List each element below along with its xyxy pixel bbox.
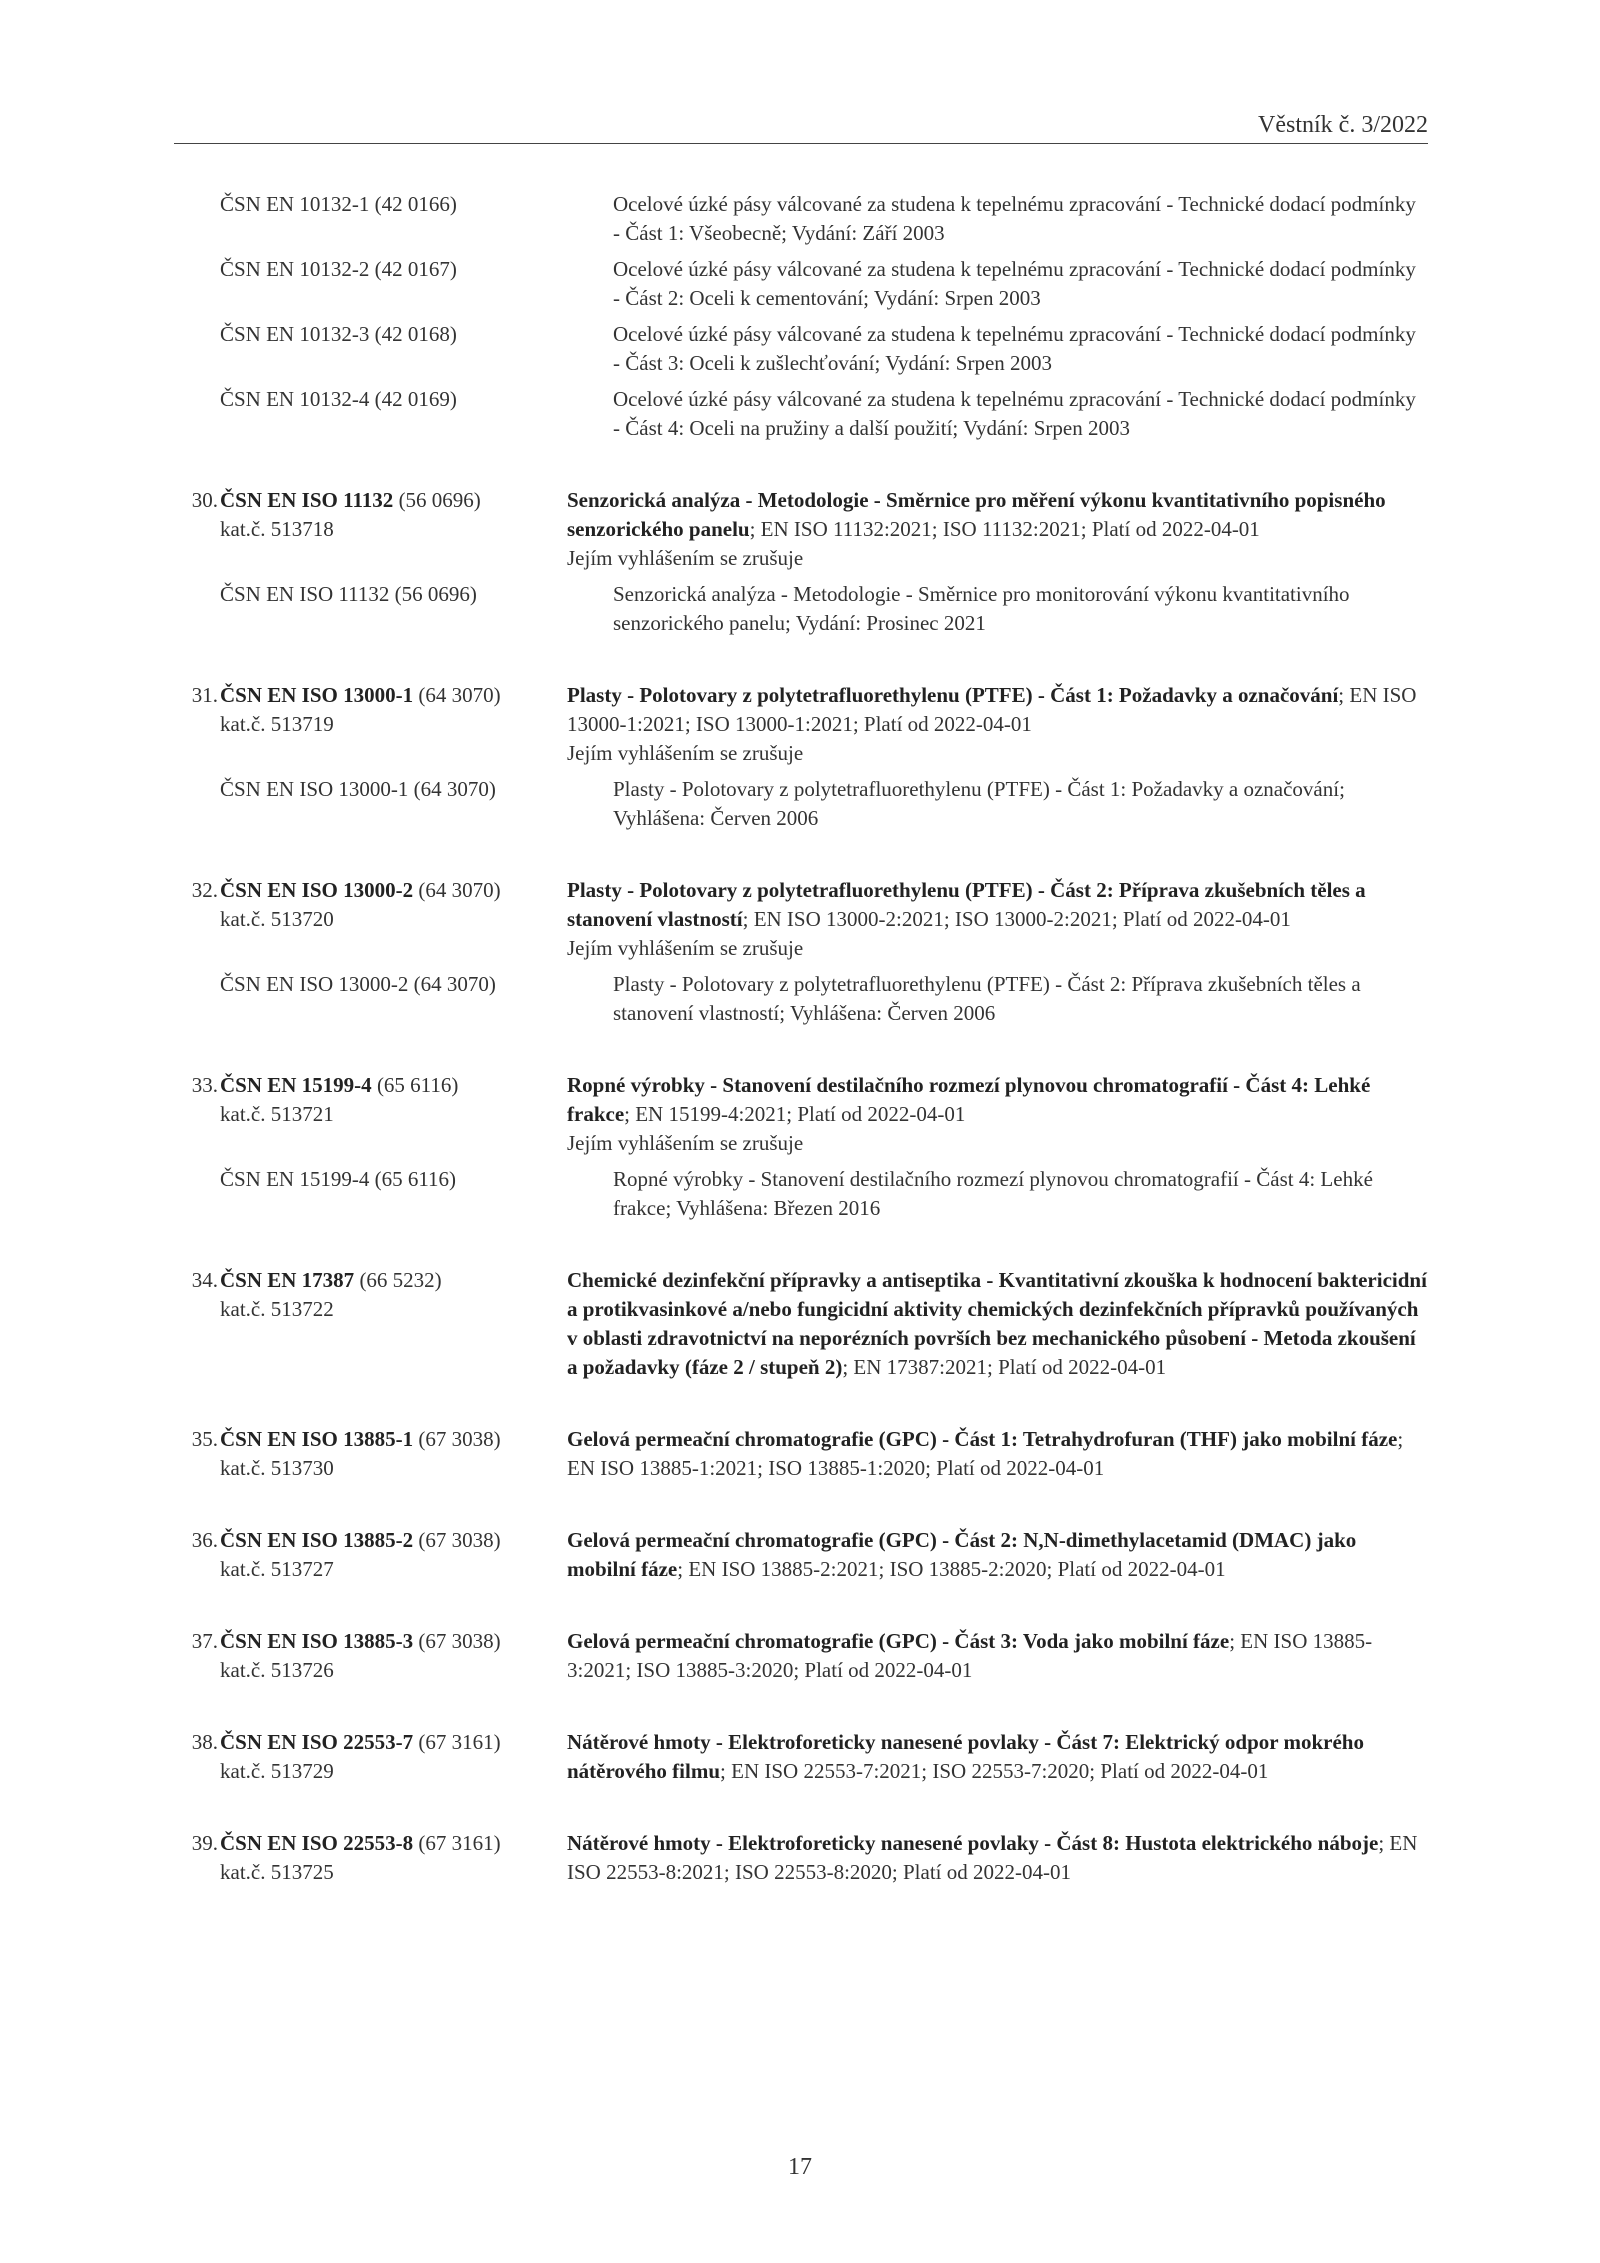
- standard-id: [174, 1728, 567, 1786]
- standard-class-code: (67 3038): [413, 1427, 501, 1451]
- standard-description: [567, 1829, 1428, 1887]
- standards-list: [174, 190, 1428, 1930]
- catalog-number: kat.č. 513725: [220, 1860, 334, 1884]
- standard-details: ; EN ISO 22553-7:2021; ISO 22553-7:2020; Platí od 2022-04-01: [720, 1759, 1269, 1783]
- cancellation-note: Jejím vyhlášením se zrušuje: [567, 741, 804, 765]
- catalog-number: kat.č. 513718: [220, 517, 334, 541]
- entry-number: 39.: [191, 1831, 218, 1855]
- standard-main-row: [174, 1829, 1428, 1887]
- header-divider: [174, 143, 1428, 144]
- standard-class-code: (65 6116): [371, 1073, 459, 1097]
- standard-main-row: [174, 1526, 1428, 1584]
- standard-title: Gelová permeační chromatografie (GPC) - Část 1: Tetrahydrofuran (THF) jako mobilní fáze: [567, 1427, 1398, 1451]
- standard-class-code: (67 3038): [413, 1629, 501, 1653]
- cancellation-note: Jejím vyhlášením se zrušuje: [567, 546, 804, 570]
- standard-id: [174, 1266, 567, 1382]
- standard-code: ČSN EN ISO 13000-1: [220, 683, 414, 707]
- standard-code: ČSN EN ISO 13885-2: [220, 1528, 414, 1552]
- standard-title: Ropné výrobky - Stanovení destilačního rozmezí plynovou chromatografií - Část 4: Lehké frakce: [567, 1073, 1371, 1126]
- standard-title: Nátěrové hmoty - Elektroforeticky nanesené povlaky - Část 7: Elektrický odpor mokrého nátěrového filmu: [567, 1730, 1364, 1783]
- entry-number: 36.: [191, 1528, 218, 1552]
- standard-main-row: [174, 681, 1428, 768]
- entry-number: 30.: [191, 488, 218, 512]
- replaced-standard-text: Ocelové úzké pásy válcované za studena k tepelnému zpracování - Technické dodací podmínky - Část 2: Oceli k cementování; Vydání: Srpen 2003: [613, 257, 1416, 310]
- standard-main-row: [174, 876, 1428, 963]
- standard-id: [174, 1627, 567, 1685]
- standard-entry: [174, 486, 1428, 638]
- standard-details: ; EN 15199-4:2021; Platí od 2022-04-01: [624, 1102, 966, 1126]
- replaced-standard-code: ČSN EN 10132-2 (42 0167): [220, 257, 457, 281]
- entry-number: 33.: [191, 1073, 218, 1097]
- standard-title: Gelová permeační chromatografie (GPC) - Část 3: Voda jako mobilní fáze: [567, 1629, 1230, 1653]
- replaced-standard-row: [174, 970, 1428, 1028]
- replaced-standard-row: [174, 1165, 1428, 1223]
- entry-number: 35.: [191, 1427, 218, 1451]
- bulletin-title: Věstník č. 3/2022: [1258, 112, 1428, 138]
- standard-entry: [174, 1728, 1428, 1786]
- standard-id: [174, 876, 567, 963]
- standard-id: [174, 681, 567, 768]
- standard-main-row: [174, 1266, 1428, 1382]
- replaced-standard-text: Ropné výrobky - Stanovení destilačního rozmezí plynovou chromatografií - Část 4: Lehké frakce; Vyhlášena: Březen 2016: [613, 1167, 1373, 1220]
- catalog-number: kat.č. 513730: [220, 1456, 334, 1480]
- standard-main-row: [174, 1627, 1428, 1685]
- entry-number: 38.: [191, 1730, 218, 1754]
- entry-number: 34.: [191, 1268, 218, 1292]
- replaced-standard-code: ČSN EN 10132-1 (42 0166): [220, 192, 457, 216]
- standard-details: ; EN ISO 13000-1:2021; ISO 13000-1:2021; Platí od 2022-04-01: [567, 683, 1417, 736]
- catalog-number: kat.č. 513722: [220, 1297, 334, 1321]
- standard-entry: [174, 1425, 1428, 1483]
- standard-class-code: (56 0696): [393, 488, 481, 512]
- catalog-number: kat.č. 513727: [220, 1557, 334, 1581]
- replaced-standard-text: Plasty - Polotovary z polytetrafluorethylenu (PTFE) - Část 2: Příprava zkušebních těles a stanovení vlastností; Vyhlášena: Červen 2006: [613, 972, 1361, 1025]
- catalog-number: kat.č. 513720: [220, 907, 334, 931]
- standard-entry: [174, 1266, 1428, 1382]
- standard-code: ČSN EN ISO 13000-2: [220, 878, 414, 902]
- standard-id: [174, 1829, 567, 1887]
- standard-code: ČSN EN ISO 22553-7: [220, 1730, 414, 1754]
- page-number: 17: [788, 2154, 812, 2180]
- standard-class-code: (67 3038): [413, 1528, 501, 1552]
- replaced-standard-row: [174, 320, 1428, 378]
- standard-main-row: [174, 486, 1428, 573]
- standard-entry: [174, 1627, 1428, 1685]
- replaced-standard-row: [174, 775, 1428, 833]
- standard-description: [567, 1266, 1428, 1382]
- replaced-standard-text: Ocelové úzké pásy válcované za studena k tepelnému zpracování - Technické dodací podmínky - Část 3: Oceli k zušlechťování; Vydání: Srpen 2003: [613, 322, 1416, 375]
- replaced-standard-text: Senzorická analýza - Metodologie - Směrnice pro monitorování výkonu kvantitativního senzorického panelu; Vydání: Prosinec 2021: [613, 582, 1350, 635]
- standard-code: ČSN EN ISO 11132: [220, 488, 394, 512]
- standard-id: [174, 1425, 567, 1483]
- replaced-standard-row: [174, 580, 1428, 638]
- standard-description: [567, 1071, 1428, 1158]
- replaced-standard-text: Ocelové úzké pásy válcované za studena k tepelnému zpracování - Technické dodací podmínky - Část 4: Oceli na pružiny a další použití; Vydání: Srpen 2003: [613, 387, 1416, 440]
- standard-id: [174, 486, 567, 573]
- standard-details: ; EN ISO 11132:2021; ISO 11132:2021; Platí od 2022-04-01: [749, 517, 1260, 541]
- replaced-standard-code: ČSN EN ISO 11132 (56 0696): [220, 582, 477, 606]
- standard-class-code: (67 3161): [413, 1730, 501, 1754]
- standard-description: [567, 681, 1428, 768]
- cancellation-note: Jejím vyhlášením se zrušuje: [567, 1131, 804, 1155]
- standard-details: ; EN 17387:2021; Platí od 2022-04-01: [842, 1355, 1167, 1379]
- replaced-standard-code: ČSN EN 10132-4 (42 0169): [220, 387, 457, 411]
- replaced-standard-text: Ocelové úzké pásy válcované za studena k tepelnému zpracování - Technické dodací podmínky - Část 1: Všeobecně; Vydání: Září 2003: [613, 192, 1416, 245]
- standard-title: Plasty - Polotovary z polytetrafluorethylenu (PTFE) - Část 1: Požadavky a označování: [567, 683, 1339, 707]
- standard-title: Plasty - Polotovary z polytetrafluorethylenu (PTFE) - Část 2: Příprava zkušebních těles a stanovení vlastností: [567, 878, 1366, 931]
- standard-title: Senzorická analýza - Metodologie - Směrnice pro měření výkonu kvantitativního popisného senzorického panelu: [567, 488, 1386, 541]
- replaced-standard-row: [174, 255, 1428, 313]
- standard-main-row: [174, 1071, 1428, 1158]
- standard-details: ; EN ISO 22553-8:2021; ISO 22553-8:2020; Platí od 2022-04-01: [567, 1831, 1418, 1884]
- standard-code: ČSN EN 17387: [220, 1268, 355, 1292]
- entry-number: 32.: [191, 878, 218, 902]
- replaced-standard-code: ČSN EN 15199-4 (65 6116): [220, 1167, 457, 1191]
- standard-main-row: [174, 1728, 1428, 1786]
- standard-details: ; EN ISO 13885-1:2021; ISO 13885-1:2020; Platí od 2022-04-01: [567, 1427, 1404, 1480]
- replaced-standard-code: ČSN EN 10132-3 (42 0168): [220, 322, 457, 346]
- standard-description: [567, 876, 1428, 963]
- standard-class-code: (66 5232): [354, 1268, 442, 1292]
- standard-description: [567, 1526, 1428, 1584]
- catalog-number: kat.č. 513726: [220, 1658, 334, 1682]
- standard-code: ČSN EN 15199-4: [220, 1073, 372, 1097]
- entry-number: 37.: [191, 1629, 218, 1653]
- cancellation-note: Jejím vyhlášením se zrušuje: [567, 936, 804, 960]
- standard-description: [567, 1728, 1428, 1786]
- standard-entry: [174, 1526, 1428, 1584]
- standard-class-code: (64 3070): [413, 683, 501, 707]
- standard-code: ČSN EN ISO 13885-3: [220, 1629, 414, 1653]
- catalog-number: kat.č. 513719: [220, 712, 334, 736]
- replaced-standard-row: [174, 190, 1428, 248]
- standard-description: [567, 1425, 1428, 1483]
- catalog-number: kat.č. 513721: [220, 1102, 334, 1126]
- standard-description: [567, 1627, 1428, 1685]
- standard-details: ; EN ISO 13885-3:2021; ISO 13885-3:2020; Platí od 2022-04-01: [567, 1629, 1373, 1682]
- standard-id: [174, 1071, 567, 1158]
- standard-details: ; EN ISO 13000-2:2021; ISO 13000-2:2021; Platí od 2022-04-01: [742, 907, 1291, 931]
- standard-class-code: (64 3070): [413, 878, 501, 902]
- standard-title: Gelová permeační chromatografie (GPC) - Část 2: N,N-dimethylacetamid (DMAC) jako mobilní fáze: [567, 1528, 1357, 1581]
- replaced-standard-code: ČSN EN ISO 13000-1 (64 3070): [220, 777, 496, 801]
- standard-id: [174, 1526, 567, 1584]
- replaced-standard-row: [174, 385, 1428, 443]
- standard-title: Chemické dezinfekční přípravky a antiseptika - Kvantitativní zkouška k hodnocení baktericidní a protikvasinkové a/nebo fungicidní aktivity chemických dezinfekčních přípravků používaných v oblasti zdravotnictví na neporézních površích bez mechanického působení - Metoda zkoušení a požadavky (fáze 2 / stupeň 2): [567, 1268, 1427, 1379]
- replaced-standard-text: Plasty - Polotovary z polytetrafluorethylenu (PTFE) - Část 1: Požadavky a označování; Vyhlášena: Červen 2006: [613, 777, 1345, 830]
- standard-code: ČSN EN ISO 22553-8: [220, 1831, 414, 1855]
- standard-code: ČSN EN ISO 13885-1: [220, 1427, 414, 1451]
- standard-title: Nátěrové hmoty - Elektroforeticky nanesené povlaky - Část 8: Hustota elektrického náboje: [567, 1831, 1379, 1855]
- continuation-block: [174, 190, 1428, 443]
- entry-number: 31.: [191, 683, 218, 707]
- standard-entry: [174, 876, 1428, 1028]
- standard-entry: [174, 1829, 1428, 1887]
- standard-entry: [174, 1071, 1428, 1223]
- catalog-number: kat.č. 513729: [220, 1759, 334, 1783]
- standard-entry: [174, 681, 1428, 833]
- replaced-standard-code: ČSN EN ISO 13000-2 (64 3070): [220, 972, 496, 996]
- standard-main-row: [174, 1425, 1428, 1483]
- standard-description: [567, 486, 1428, 573]
- standard-details: ; EN ISO 13885-2:2021; ISO 13885-2:2020; Platí od 2022-04-01: [677, 1557, 1226, 1581]
- standard-class-code: (67 3161): [413, 1831, 501, 1855]
